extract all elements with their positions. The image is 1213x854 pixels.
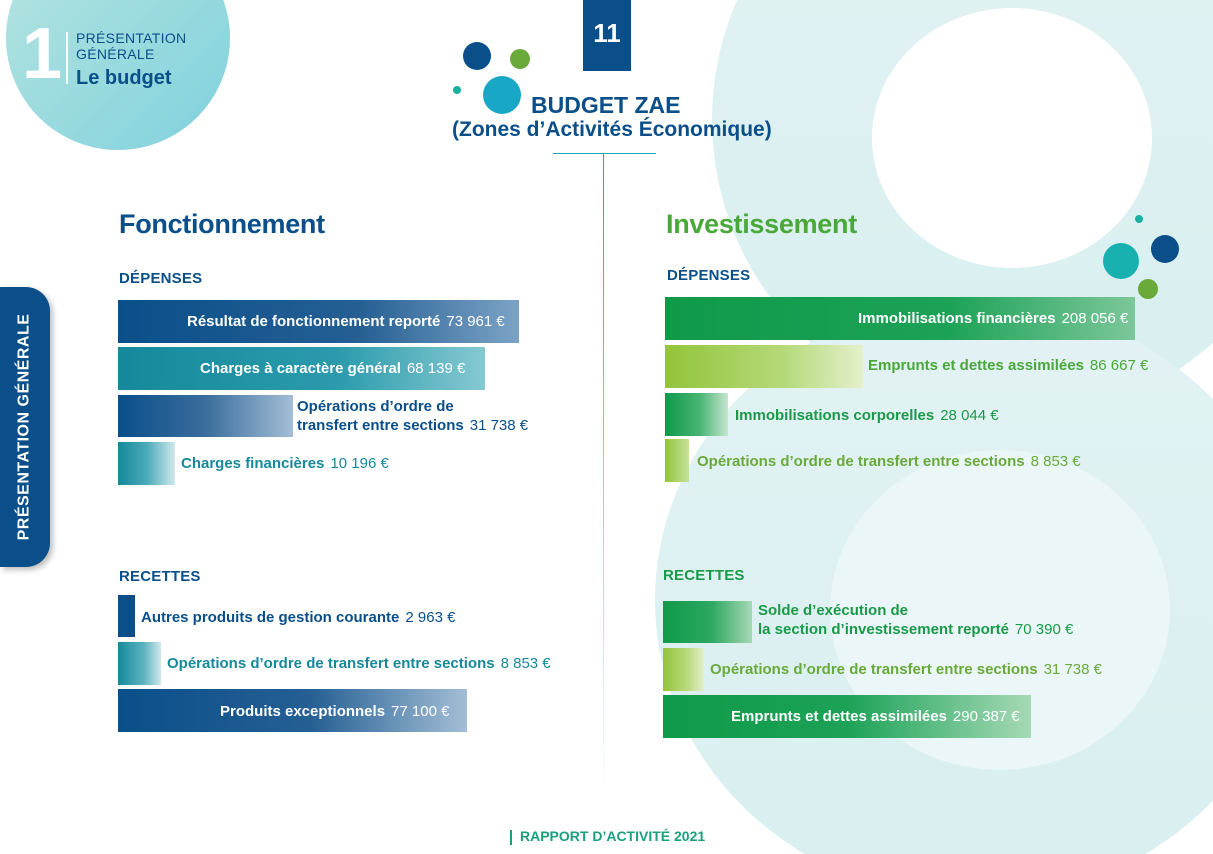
- label-operations-ordre-recettes: Opérations d’ordre de transfert entre sections 8 853 €: [167, 655, 551, 672]
- bar-operations-ordre-invest: [665, 439, 689, 482]
- fonctionnement-heading: Fonctionnement: [119, 209, 325, 239]
- label-operations-ordre: Opérations d’ordre de transfert entre sections 31 738 €: [297, 398, 529, 434]
- bar-solde-execution: [663, 601, 752, 643]
- bubble-icon: [453, 86, 461, 94]
- bubble-icon: [483, 76, 521, 114]
- bar-operations-ordre: [118, 395, 293, 437]
- bubble-icon: [463, 42, 491, 70]
- label-charges-financieres: Charges financières 10 196 €: [181, 455, 389, 472]
- bar-charges-financieres: [118, 442, 175, 485]
- label-produits-exceptionnels: Produits exceptionnels 77 100 €: [220, 703, 450, 720]
- fonctionnement-recettes-label: RECETTES: [119, 568, 201, 585]
- label-charges-generales: Charges à caractère général 68 139 €: [200, 360, 466, 377]
- side-tab-label: PRÉSENTATION GÉNÉRALE: [15, 313, 32, 541]
- bar-operations-ordre-invest-recettes: [663, 648, 704, 691]
- label-emprunts-dettes-depenses: Emprunts et dettes assimilées 86 667 €: [868, 357, 1149, 374]
- label-operations-ordre-invest-recettes: Opérations d’ordre de transfert entre sections 31 738 €: [710, 661, 1102, 678]
- label-immobilisations-corporelles: Immobilisations corporelles 28 044 €: [735, 407, 999, 424]
- footer-text: RAPPORT D’ACTIVITÉ 2021: [520, 828, 706, 844]
- investissement-heading: Investissement: [666, 209, 857, 239]
- side-tab-label-wrap: [0, 287, 48, 567]
- investissement-recettes-label: RECETTES: [663, 567, 745, 584]
- bubble-icon: [1103, 243, 1139, 279]
- page-number: 11: [583, 0, 631, 71]
- bar-emprunts-dettes-depenses: [665, 345, 863, 388]
- chapter-subtitle: Le budget: [76, 67, 172, 89]
- label-emprunts-dettes-recettes: Emprunts et dettes assimilées 290 387 €: [731, 708, 1020, 725]
- bubble-icon: [1138, 279, 1158, 299]
- title-rule: [553, 153, 656, 154]
- chapter-label: PRÉSENTATION GÉNÉRALE: [76, 30, 187, 62]
- bubble-icon: [1135, 215, 1143, 223]
- fonctionnement-depenses-label: DÉPENSES: [119, 270, 203, 287]
- center-divider: [603, 153, 604, 793]
- page-title: BUDGET ZAE: [531, 92, 681, 118]
- investissement-depenses-label: DÉPENSES: [667, 267, 751, 284]
- label-resultat-fonctionnement: Résultat de fonctionnement reporté 73 961 €: [187, 313, 505, 330]
- footer-divider: [510, 830, 512, 845]
- bubble-icon: [1151, 235, 1179, 263]
- eight-top-hole: [872, 8, 1152, 268]
- label-immobilisations-financieres: Immobilisations financières 208 056 €: [858, 310, 1129, 327]
- chapter-divider: [66, 32, 68, 84]
- label-autres-produits: Autres produits de gestion courante 2 963 €: [141, 609, 456, 626]
- label-operations-ordre-invest: Opérations d’ordre de transfert entre sections 8 853 €: [697, 453, 1081, 470]
- bar-operations-ordre-recettes: [118, 642, 161, 685]
- bar-autres-produits: [118, 595, 135, 637]
- label-solde-execution: Solde d’exécution de la section d’investissement reporté 70 390 €: [758, 602, 1074, 638]
- page-subtitle: (Zones d’Activités Économique): [452, 118, 772, 141]
- bubble-icon: [510, 49, 530, 69]
- chapter-number: 1: [22, 14, 63, 94]
- bar-immobilisations-corporelles: [665, 393, 728, 436]
